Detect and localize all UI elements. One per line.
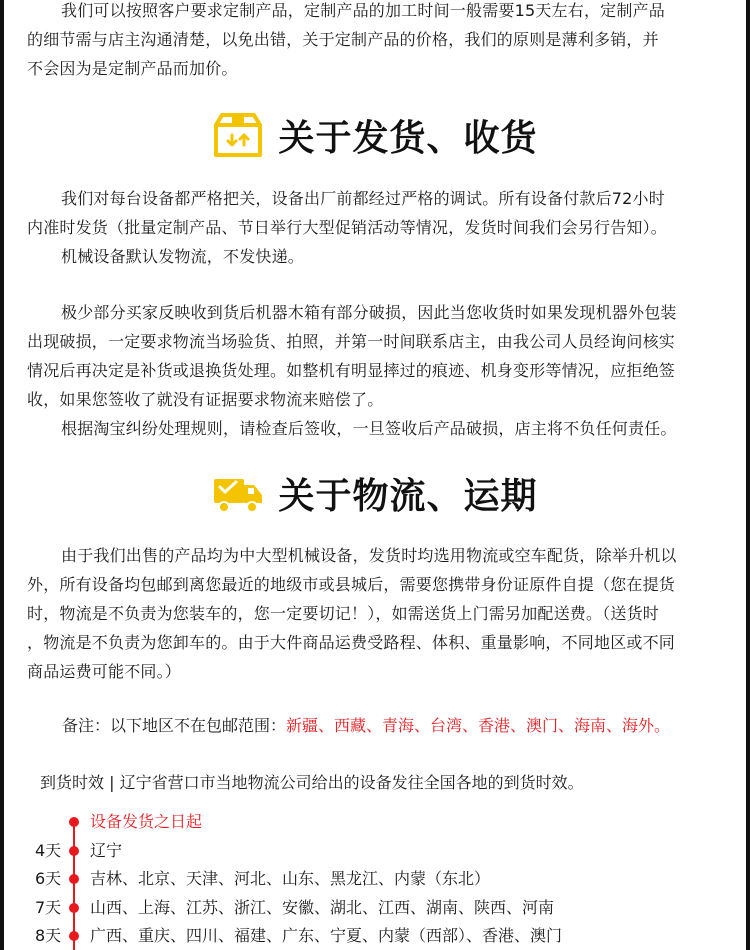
shipping-line: 内准时发货（批量定制产品、节日举行大型促销活动等情况，发货时间我们会另行告知）。 [27,218,668,237]
timeline-days: 6天 [35,869,62,888]
shipping-section-header [0,100,750,170]
logistics-line: ，物流是不负责为您卸车的。由于大件商品运费受路程、体积、重量影响，不同地区或不同 [27,633,676,652]
timeline-regions: 广西、重庆、四川、福建、广东、宁夏、内蒙（西部）、香港、澳门 [90,926,563,945]
shipping-section-title: 关于发货、收货 [278,117,538,159]
logistics-section-title: 关于物流、运期 [278,475,538,517]
exclusion-note-label: 备注：以下地区不在包邮范围： [62,716,287,735]
timeline-row [0,837,750,865]
logistics-line: 外，所有设备均包邮到离您最近的地级市或县城后，需要您携带身份证原件自提（您在提货 [27,575,676,594]
delivery-truck-icon [212,469,264,517]
shipping-line: 极少部分买家反映收到货后机器木箱有部分破损，因此当您收货时如果发现机器外包装 [61,303,677,322]
exclusion-regions: 新疆、西藏、青海、台湾、香港、澳门、海南、海外。 [286,716,671,735]
delivery-time-heading: 到货时效 | 辽宁省营口市当地物流公司给出的设备发往全国各地的到货时效。 [40,773,584,792]
package-box-icon [212,111,264,159]
timeline-row [0,894,750,922]
timeline-start [0,808,750,836]
logistics-line: 由于我们出售的产品均为中大型机械设备，发货时均选用物流或空车配货，除举升机以 [61,546,677,565]
timeline-regions: 辽宁 [90,841,123,860]
shipping-line: 根据淘宝纠纷处理规则，请检查后签收，一旦签收后产品破损，店主将不负任何责任。 [61,419,677,438]
logistics-line: 时，物流是不负责为您装车的，您一定要切记！），如需送货上门需另加配送费。（送货时 [27,604,660,623]
exclusion-note [62,711,742,740]
shipping-line: 我们对每台设备都严格把关，设备出厂前都经过严格的调试。所有设备付款后72小时 [61,189,665,208]
shipping-line: 出现破损，一定要求物流当场验货、拍照，并第一时间联系店主，由我公司人员经询问核实 [27,332,676,351]
logistics-line: 商品运费可能不同。） [27,662,182,681]
intro-line: 我们可以按照客户要求定制产品，定制产品的加工时间一般需要15天左右，定制产品 [61,1,665,20]
timeline-dot [69,931,79,941]
shipping-paragraph-1 [27,184,727,271]
timeline-regions: 吉林、北京、天津、河北、山东、黑龙江、内蒙（东北） [90,869,491,888]
timeline-days: 4天 [35,841,62,860]
intro-line: 的细节需与店主沟通清楚，以免出错，关于定制产品的价格，我们的原则是薄利多销，并 [27,30,659,49]
shipping-line: 情况后再决定是补货或退换货处理。如整机有明显摔过的痕迹、机身变形等情况，应拒绝签 [27,361,676,380]
timeline-row [0,922,750,950]
timeline-dot [69,874,79,884]
shipping-line: 机械设备默认发物流，不发快递。 [61,247,305,266]
timeline-days: 7天 [35,898,62,917]
logistics-paragraph [27,541,727,686]
timeline-dot [69,817,79,827]
shipping-paragraph-2 [27,298,727,443]
timeline-dot [69,846,79,856]
timeline-regions: 山西、上海、江苏、浙江、安徽、湖北、江西、湖南、陕西、河南 [90,898,555,917]
timeline-row [0,865,750,893]
timeline-start-label: 设备发货之日起 [90,812,203,831]
shipping-line: 收，如果您签收了就没有证据要求物流来赔偿了。 [27,390,384,409]
intro-line: 不会因为是定制产品而加价。 [27,59,238,78]
intro-paragraph [27,0,727,83]
logistics-section-header [0,458,750,528]
timeline-days: 8天 [35,926,62,945]
timeline-dot [69,903,79,913]
